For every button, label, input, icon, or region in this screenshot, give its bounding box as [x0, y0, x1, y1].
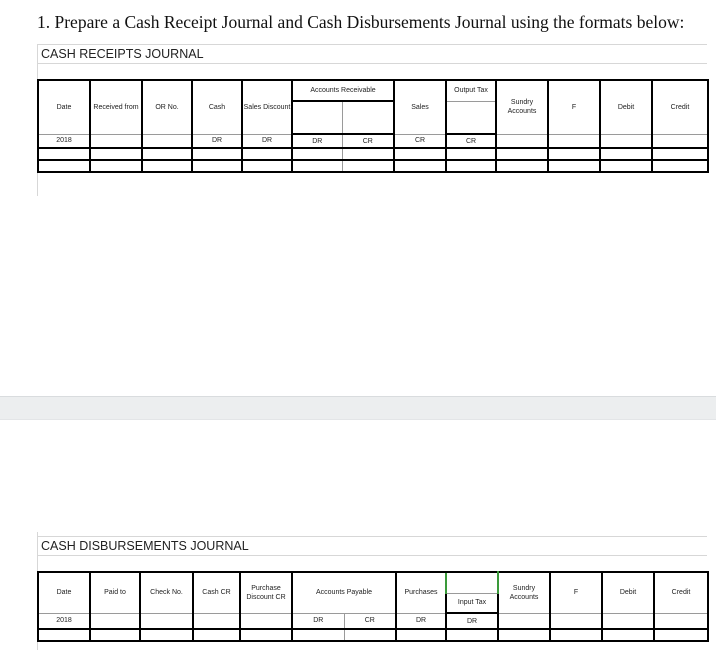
ar-blank [292, 101, 342, 134]
cell [496, 134, 548, 148]
header-credit: Credit [652, 80, 708, 134]
cell [140, 613, 193, 629]
cell [652, 160, 708, 172]
header-accounts-receivable: Accounts Receivable [292, 80, 394, 101]
cell [496, 148, 548, 160]
year-cell: 2018 [38, 134, 90, 148]
header-check-no: Check No. [140, 572, 193, 613]
receipts-journal-title: CASH RECEIPTS JOURNAL [41, 47, 204, 61]
sales-cr: CR [394, 134, 446, 148]
header-date: Date [38, 572, 90, 613]
cell [548, 160, 600, 172]
cell [654, 613, 708, 629]
cell [652, 148, 708, 160]
cell [193, 613, 240, 629]
grid-line [37, 555, 707, 556]
cash-dr: DR [192, 134, 242, 148]
cell [600, 148, 652, 160]
year-cell: 2018 [38, 613, 90, 629]
ap-dr: DR [292, 613, 344, 629]
header-sundry-accounts: Sundry Accounts [496, 80, 548, 134]
cell [394, 160, 446, 172]
disbursements-journal-title: CASH DISBURSEMENTS JOURNAL [41, 539, 249, 553]
input-tax-top [446, 572, 498, 593]
ap-cr: CR [344, 613, 396, 629]
header-received-from: Received from [90, 80, 142, 134]
ar-blank [342, 101, 394, 134]
cell [446, 160, 496, 172]
header-accounts-payable: Accounts Payable [292, 572, 396, 613]
cell [344, 629, 396, 641]
cell [38, 160, 90, 172]
cell [90, 134, 142, 148]
header-or-no: OR No. [142, 80, 192, 134]
grid-line [37, 536, 707, 537]
cell [600, 134, 652, 148]
cell [38, 629, 90, 641]
output-tax-blank [446, 101, 496, 134]
grid-line [37, 44, 707, 45]
cell [498, 613, 550, 629]
cell [140, 629, 193, 641]
page-gap [0, 396, 716, 420]
cell [240, 613, 292, 629]
input-tax-dr: DR [446, 613, 498, 629]
cell [193, 629, 240, 641]
cell [498, 629, 550, 641]
cell [600, 160, 652, 172]
header-f: F [550, 572, 602, 613]
cell [90, 629, 140, 641]
header-purchase-discount: Purchase Discount CR [240, 572, 292, 613]
header-cash-cr: Cash CR [193, 572, 240, 613]
header-credit: Credit [654, 572, 708, 613]
cell [652, 134, 708, 148]
cell [292, 160, 342, 172]
cell [242, 160, 292, 172]
header-f: F [548, 80, 600, 134]
header-purchases: Purchases [396, 572, 446, 613]
cell [192, 160, 242, 172]
header-input-tax: Input Tax [446, 593, 498, 613]
cell [142, 134, 192, 148]
cash-disbursements-table [37, 571, 709, 642]
header-debit: Debit [602, 572, 654, 613]
cell [394, 148, 446, 160]
ar-dr: DR [292, 134, 342, 148]
cell [192, 148, 242, 160]
cell [90, 160, 142, 172]
cell [548, 134, 600, 148]
cell [602, 629, 654, 641]
cell [396, 629, 446, 641]
ar-cr: CR [342, 134, 394, 148]
cell [292, 148, 342, 160]
cell [654, 629, 708, 641]
purchases-dr: DR [396, 613, 446, 629]
cell [496, 160, 548, 172]
header-date: Date [38, 80, 90, 134]
cell [292, 629, 344, 641]
cell [446, 629, 498, 641]
cell [550, 613, 602, 629]
cell [142, 148, 192, 160]
cell [90, 613, 140, 629]
header-sundry-accounts: Sundry Accounts [498, 572, 550, 613]
output-tax-cr: CR [446, 134, 496, 148]
grid-line [37, 63, 707, 64]
cell [602, 613, 654, 629]
cell [548, 148, 600, 160]
cell [38, 148, 90, 160]
cash-receipts-table [37, 79, 709, 173]
header-debit: Debit [600, 80, 652, 134]
cell [90, 148, 142, 160]
cell [342, 148, 394, 160]
header-output-tax: Output Tax [446, 80, 496, 101]
header-sales: Sales [394, 80, 446, 134]
cell [242, 148, 292, 160]
cell [142, 160, 192, 172]
cell [446, 148, 496, 160]
cell [550, 629, 602, 641]
cell [240, 629, 292, 641]
cell [342, 160, 394, 172]
header-cash: Cash [192, 80, 242, 134]
header-paid-to: Paid to [90, 572, 140, 613]
sales-discount-dr: DR [242, 134, 292, 148]
header-sales-discount: Sales Discount [242, 80, 292, 134]
question-title: 1. Prepare a Cash Receipt Journal and Cash Disbursements Journal using the formats below: [37, 12, 685, 32]
